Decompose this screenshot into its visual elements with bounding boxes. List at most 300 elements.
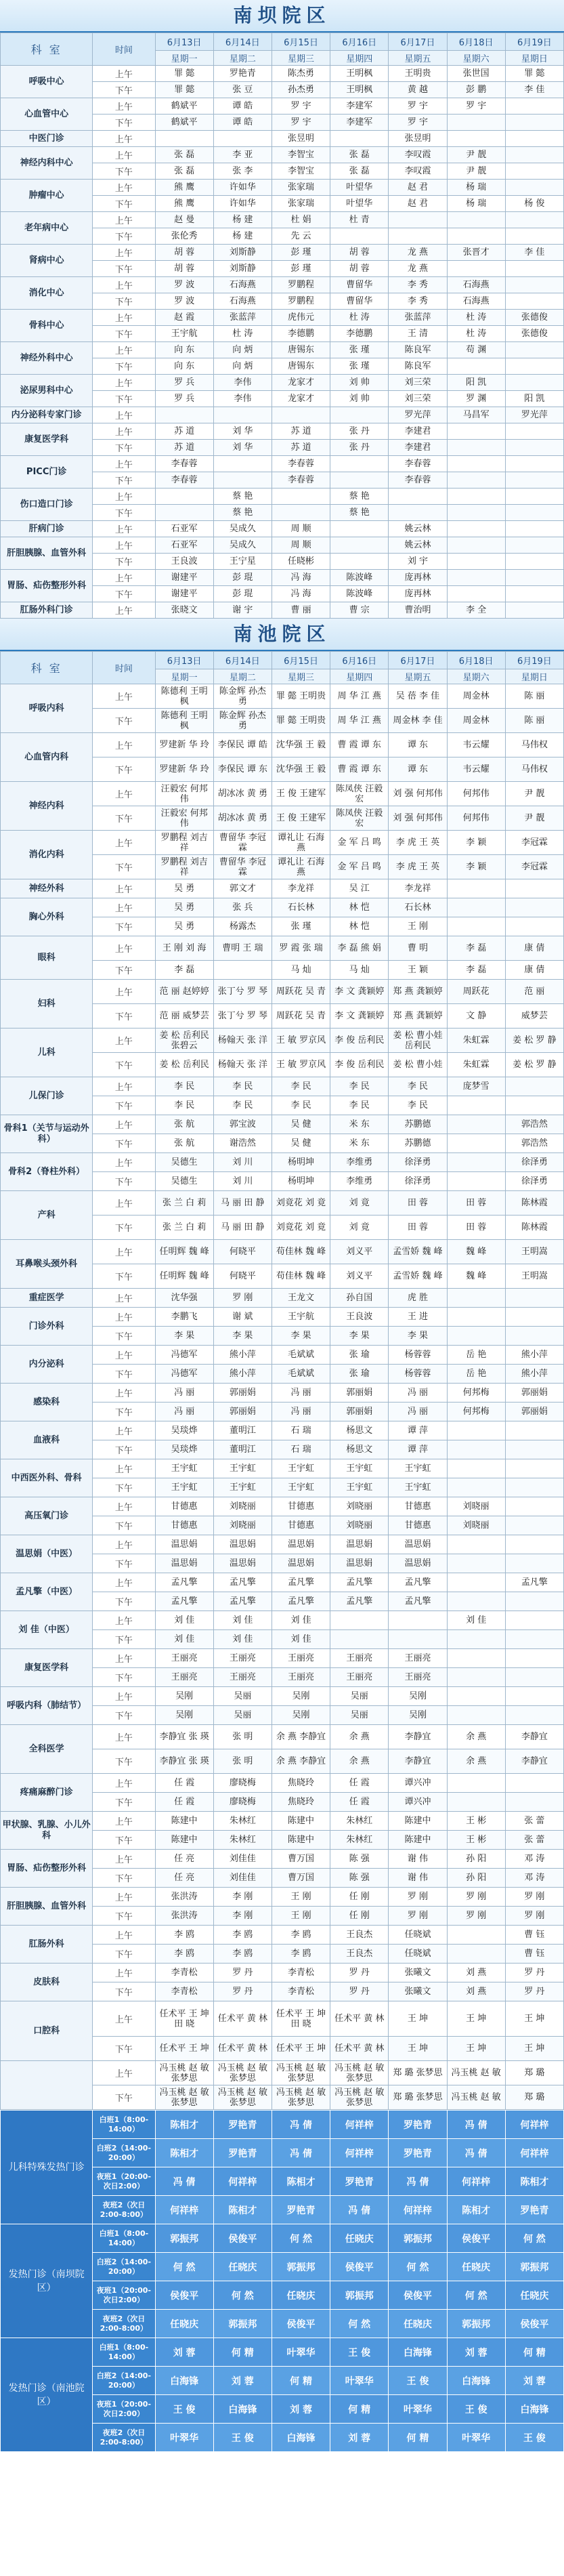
doctor-cell: 陈 强 xyxy=(330,1869,389,1888)
session-time: 上午 xyxy=(93,1191,155,1216)
schedule-row xyxy=(1,245,564,261)
doctor-cell: 罗 霞 张 瑞 xyxy=(272,936,330,961)
department-name: 孟凡擎（中医） xyxy=(1,1573,93,1611)
session-time: 上午 xyxy=(93,521,155,537)
header-date: 6月18日 xyxy=(447,33,505,51)
doctor-cell: 杨思文 xyxy=(330,1421,389,1440)
doctor-cell: 向 东 xyxy=(155,358,213,375)
doctor-cell: 陈林霞 xyxy=(505,1191,563,1216)
schedule-row xyxy=(1,1812,564,1831)
doctor-cell: 杨明坤 xyxy=(272,1153,330,1172)
doctor-cell: 马 丽 田 静 xyxy=(213,1216,272,1240)
doctor-cell: 李 民 xyxy=(272,1077,330,1096)
session-time: 上午 xyxy=(93,375,155,391)
session-time: 上午 xyxy=(93,1687,155,1706)
doctor-cell: 李 磊 xyxy=(447,936,505,961)
doctor-cell: 康 倩 xyxy=(505,961,563,980)
doctor-cell: 向 东 xyxy=(155,342,213,358)
fever-doctor-cell: 何 然 xyxy=(447,2281,505,2310)
doctor-cell: 冯玉桃 赵 敏 张梦思 xyxy=(213,2061,272,2085)
session-time: 上午 xyxy=(93,879,155,898)
doctor-cell: 虎 胜 xyxy=(389,1289,447,1308)
doctor-cell: 苟佳林 魏 峰 xyxy=(272,1240,330,1264)
doctor-cell: 刘晓丽 xyxy=(213,1497,272,1516)
doctor-cell: 张 瑜 xyxy=(330,1346,389,1365)
fever-doctor-cell: 郭振邦 xyxy=(505,2253,563,2281)
doctor-cell: 刘 宇 xyxy=(389,554,447,570)
doctor-cell: 魏 峰 xyxy=(447,1240,505,1264)
doctor-cell: 张 磊 xyxy=(330,163,389,180)
schedule-row xyxy=(1,1153,564,1172)
doctor-cell: 李静宜 xyxy=(505,1749,563,1774)
session-time: 上午 xyxy=(93,1029,155,1053)
doctor-cell xyxy=(447,570,505,586)
doctor-cell: 朱林红 xyxy=(330,1812,389,1831)
doctor-cell: 李 果 xyxy=(213,1327,272,1346)
doctor-cell xyxy=(330,554,389,570)
doctor-cell: 李维勇 xyxy=(330,1153,389,1172)
header-weekday: 星期三 xyxy=(272,51,330,66)
session-time: 上午 xyxy=(93,342,155,358)
doctor-cell: 甘德惠 xyxy=(155,1516,213,1535)
department-name: 儿保门诊 xyxy=(1,1077,93,1115)
session-time: 下午 xyxy=(93,1668,155,1687)
session-time: 下午 xyxy=(93,1365,155,1384)
schedule-row xyxy=(1,1888,564,1907)
doctor-cell: 陈建中 xyxy=(389,1812,447,1831)
doctor-cell xyxy=(155,505,213,521)
doctor-cell: 张洪涛 xyxy=(155,1907,213,1926)
fever-doctor-cell: 何 然 xyxy=(155,2253,213,2281)
doctor-cell: 尹 靓 xyxy=(447,147,505,163)
doctor-cell: 周金林 xyxy=(447,684,505,709)
doctor-cell: 朱林红 xyxy=(213,1812,272,1831)
doctor-cell: 姜 松 罗 静 xyxy=(505,1053,563,1077)
doctor-cell: 苏鹏德 xyxy=(389,1134,447,1153)
schedule-row xyxy=(1,1649,564,1668)
schedule-row xyxy=(1,1725,564,1749)
doctor-cell: 谭兴冲 xyxy=(389,1774,447,1793)
doctor-cell: 曹万国 xyxy=(272,1869,330,1888)
doctor-cell: 李建军 xyxy=(330,115,389,131)
header-date: 6月19日 xyxy=(505,652,563,669)
doctor-cell: 李 民 xyxy=(155,1096,213,1115)
header-date: 6月13日 xyxy=(155,652,213,669)
session-time: 上午 xyxy=(93,2001,155,2037)
doctor-cell xyxy=(330,228,389,245)
header-date: 6月14日 xyxy=(213,33,272,51)
doctor-cell xyxy=(505,1535,563,1554)
department-name: 神经外科 xyxy=(1,879,93,898)
doctor-cell xyxy=(505,879,563,898)
doctor-cell xyxy=(447,879,505,898)
fever-doctor-cell: 罗艳青 xyxy=(330,2167,389,2196)
doctor-cell: 孟凡擎 xyxy=(272,1573,330,1592)
session-time: 上午 xyxy=(93,147,155,163)
doctor-cell: 张 瑾 xyxy=(272,917,330,936)
doctor-cell: 彭 琨 xyxy=(213,570,272,586)
doctor-cell: 周金林 xyxy=(447,709,505,733)
doctor-cell xyxy=(389,1630,447,1649)
doctor-cell: 郭丽娟 xyxy=(505,1384,563,1403)
doctor-cell: 李保民 谭 皓 xyxy=(213,733,272,757)
doctor-cell xyxy=(447,1687,505,1706)
fever-doctor-cell: 刘 蓉 xyxy=(330,2424,389,2452)
department-name: 妇科 xyxy=(1,980,93,1029)
session-time: 上午 xyxy=(93,489,155,505)
doctor-cell: 王 刚 xyxy=(272,1888,330,1907)
doctor-cell: 李建君 xyxy=(389,440,447,456)
doctor-cell: 何邦梅 xyxy=(447,1403,505,1421)
fever-doctor-cell: 何祥梓 xyxy=(330,2111,389,2139)
doctor-cell: 谢 斌 xyxy=(213,1308,272,1327)
doctor-cell: 余 燕 xyxy=(447,1749,505,1774)
session-time: 上午 xyxy=(93,936,155,961)
doctor-cell: 何晓平 xyxy=(213,1264,272,1289)
fever-doctor-cell: 任晓庆 xyxy=(447,2253,505,2281)
doctor-cell xyxy=(447,1926,505,1945)
schedule-row xyxy=(1,407,564,423)
fever-doctor-cell: 郭振邦 xyxy=(155,2224,213,2253)
doctor-cell: 冯 海 xyxy=(272,570,330,586)
doctor-cell: 石海燕 xyxy=(213,293,272,310)
doctor-cell xyxy=(505,570,563,586)
doctor-cell: 曹 钰 xyxy=(505,1926,563,1945)
session-time: 下午 xyxy=(93,1172,155,1191)
session-time: 上午 xyxy=(93,1888,155,1907)
doctor-cell: 刘义平 xyxy=(330,1240,389,1264)
doctor-cell: 李 刚 xyxy=(213,1907,272,1926)
department-name: 肝病门诊 xyxy=(1,521,93,537)
doctor-cell xyxy=(447,1308,505,1327)
schedule-row xyxy=(1,310,564,326)
doctor-cell: 李 鸥 xyxy=(155,1926,213,1945)
doctor-cell: 汪毅宏 何邦伟 xyxy=(155,782,213,806)
doctor-cell: 曹 丽 xyxy=(272,602,330,619)
doctor-cell: 王 俊 王建军 xyxy=(272,806,330,831)
doctor-cell: 李 文 龚颖婷 xyxy=(330,980,389,1004)
department-name: 中医门诊 xyxy=(1,131,93,147)
doctor-cell: 吴琰烨 xyxy=(155,1421,213,1440)
department-name: 产科 xyxy=(1,1191,93,1240)
doctor-cell: 谢建平 xyxy=(155,586,213,602)
doctor-cell xyxy=(447,1774,505,1793)
session-time: 下午 xyxy=(93,1907,155,1926)
fever-doctor-cell: 任晓庆 xyxy=(330,2224,389,2253)
doctor-cell: 李静宜 张 瑛 xyxy=(155,1749,213,1774)
doctor-cell: 李叹霞 xyxy=(389,147,447,163)
doctor-cell: 曹治明 xyxy=(389,602,447,619)
doctor-cell: 罗 宇 xyxy=(272,115,330,131)
fever-shift: 白班2（14:00-20:00） xyxy=(93,2367,155,2395)
doctor-cell: 罗 兵 xyxy=(155,375,213,391)
doctor-cell: 王宇虹 xyxy=(272,1478,330,1497)
department-name: 肾病中心 xyxy=(1,245,93,277)
session-time: 上午 xyxy=(93,1497,155,1516)
doctor-cell: 任 亮 xyxy=(155,1869,213,1888)
doctor-cell: 谭 萍 xyxy=(389,1440,447,1459)
session-time: 上午 xyxy=(93,602,155,619)
header-date: 6月17日 xyxy=(389,652,447,669)
doctor-cell: 魏 峰 xyxy=(447,1264,505,1289)
fever-doctor-cell: 侯俊平 xyxy=(330,2253,389,2281)
doctor-cell: 马 灿 xyxy=(272,961,330,980)
doctor-cell: 李 秀 xyxy=(389,277,447,293)
fever-shift: 夜班2（次日2:00-8:00） xyxy=(93,2196,155,2224)
doctor-cell: 余 燕 李静宜 xyxy=(272,1749,330,1774)
doctor-cell: 郭文才 xyxy=(213,879,272,898)
header-date: 6月15日 xyxy=(272,652,330,669)
doctor-cell: 李智宝 xyxy=(272,163,330,180)
session-time: 上午 xyxy=(93,1611,155,1630)
doctor-cell: 叶望华 xyxy=(330,196,389,212)
fever-doctor-cell: 何 精 xyxy=(272,2367,330,2395)
doctor-cell: 王丽亮 xyxy=(213,1668,272,1687)
doctor-cell xyxy=(447,1289,505,1308)
doctor-cell: 杜 涛 xyxy=(447,310,505,326)
doctor-cell xyxy=(505,1308,563,1327)
doctor-cell: 孟凡擎 xyxy=(155,1573,213,1592)
doctor-cell: 徐泽勇 xyxy=(505,1172,563,1191)
doctor-cell xyxy=(447,586,505,602)
doctor-cell: 王宇航 xyxy=(272,1308,330,1327)
doctor-cell xyxy=(505,1516,563,1535)
session-time: 下午 xyxy=(93,1216,155,1240)
doctor-cell xyxy=(447,1945,505,1964)
doctor-cell: 李 民 xyxy=(389,1096,447,1115)
nanba-schedule-body xyxy=(1,66,564,619)
session-time: 下午 xyxy=(93,115,155,131)
session-time: 上午 xyxy=(93,1153,155,1172)
doctor-cell: 冯 海 xyxy=(272,586,330,602)
fever-doctor-cell: 何 精 xyxy=(330,2395,389,2424)
doctor-cell: 冯玉桃 赵 敏 张梦思 xyxy=(330,2085,389,2110)
session-time: 上午 xyxy=(93,131,155,147)
doctor-cell: 张 兰 白 莉 xyxy=(155,1191,213,1216)
doctor-cell: 马伟权 xyxy=(505,733,563,757)
doctor-cell: 罗光萍 xyxy=(505,407,563,423)
fever-doctor-cell: 白海锋 xyxy=(272,2424,330,2452)
schedule-row xyxy=(1,1289,564,1308)
doctor-cell: 杜 涛 xyxy=(213,326,272,342)
header-weekday: 星期日 xyxy=(505,51,563,66)
doctor-cell: 王宇虹 xyxy=(389,1459,447,1478)
fever-row xyxy=(1,2111,564,2139)
doctor-cell: 谭 皓 xyxy=(213,98,272,115)
doctor-cell: 岳 艳 xyxy=(447,1365,505,1384)
schedule-row xyxy=(1,898,564,917)
doctor-cell: 陈 丽 xyxy=(505,709,563,733)
schedule-row xyxy=(1,570,564,586)
doctor-cell: 刘 竟 xyxy=(330,1191,389,1216)
doctor-cell: 米 东 xyxy=(330,1134,389,1153)
doctor-cell: 刘佳佳 xyxy=(213,1869,272,1888)
session-time: 下午 xyxy=(93,1264,155,1289)
schedule-row xyxy=(1,782,564,806)
doctor-cell: 张德俊 xyxy=(505,310,563,326)
doctor-cell: 李 佳 xyxy=(505,82,563,98)
doctor-cell: 王丽亮 xyxy=(155,1649,213,1668)
doctor-cell: 杜 青 xyxy=(330,212,389,228)
fever-doctor-cell: 任晓庆 xyxy=(155,2310,213,2338)
doctor-cell: 王宇虹 xyxy=(272,1459,330,1478)
doctor-cell: 吴 勇 xyxy=(155,879,213,898)
doctor-cell xyxy=(505,1440,563,1459)
doctor-cell: 刘竟花 刘 竟 xyxy=(272,1216,330,1240)
doctor-cell: 杨 瑞 xyxy=(447,180,505,196)
header-date: 6月14日 xyxy=(213,652,272,669)
department-name: 心血管内科 xyxy=(1,733,93,782)
doctor-cell: 李伟 xyxy=(213,391,272,407)
doctor-cell: 孟凡擎 xyxy=(213,1592,272,1611)
department-name: 内分泌科专家门诊 xyxy=(1,407,93,423)
fever-doctor-cell: 王 俊 xyxy=(389,2367,447,2395)
doctor-cell: 赵 曼 xyxy=(155,212,213,228)
doctor-cell: 郭丽娟 xyxy=(330,1403,389,1421)
doctor-cell: 曹明 王 瑞 xyxy=(213,936,272,961)
fever-doctor-cell: 王 俊 xyxy=(213,2424,272,2452)
doctor-cell xyxy=(447,521,505,537)
doctor-cell: 温思娟 xyxy=(330,1554,389,1573)
doctor-cell: 王明嵩 xyxy=(505,1240,563,1264)
doctor-cell: 李 鸥 xyxy=(272,1945,330,1964)
schedule-row xyxy=(1,879,564,898)
doctor-cell: 王 彬 xyxy=(447,1812,505,1831)
doctor-cell: 王 坤 xyxy=(505,2037,563,2061)
doctor-cell xyxy=(447,228,505,245)
doctor-cell: 王明枫 xyxy=(330,66,389,82)
department-name: 儿科 xyxy=(1,1029,93,1077)
doctor-cell xyxy=(505,917,563,936)
doctor-cell xyxy=(447,1115,505,1134)
doctor-cell: 李叹霞 xyxy=(389,163,447,180)
doctor-cell xyxy=(505,472,563,489)
doctor-cell xyxy=(272,505,330,521)
fever-doctor-cell: 何 然 xyxy=(389,2253,447,2281)
doctor-cell: 任术平 王 坤 田 晓 xyxy=(272,2001,330,2037)
fever-doctor-cell: 王 俊 xyxy=(505,2424,563,2452)
doctor-cell xyxy=(447,537,505,554)
doctor-cell: 吴 江 xyxy=(330,879,389,898)
session-time: 上午 xyxy=(93,180,155,196)
doctor-cell: 刘 佳 xyxy=(272,1611,330,1630)
doctor-cell: 吴琰烨 xyxy=(155,1440,213,1459)
doctor-cell: 李 果 xyxy=(155,1327,213,1346)
session-time: 上午 xyxy=(93,733,155,757)
doctor-cell: 周 华 江 燕 xyxy=(330,684,389,709)
doctor-cell: 罗 宇 xyxy=(389,98,447,115)
doctor-cell: 张德俊 xyxy=(505,326,563,342)
doctor-cell xyxy=(447,1134,505,1153)
session-time: 下午 xyxy=(93,358,155,375)
doctor-cell: 陈建中 xyxy=(155,1812,213,1831)
doctor-cell: 先 云 xyxy=(272,228,330,245)
doctor-cell: 周跃花 吴 青 xyxy=(272,1004,330,1029)
doctor-cell xyxy=(505,115,563,131)
doctor-cell: 黄 越 xyxy=(389,82,447,98)
header-time: 时间 xyxy=(93,652,155,684)
doctor-cell: 王龙文 xyxy=(272,1289,330,1308)
doctor-cell xyxy=(447,1478,505,1497)
doctor-cell xyxy=(447,261,505,277)
fever-doctor-cell: 郭振邦 xyxy=(389,2224,447,2253)
doctor-cell: 刘晓丽 xyxy=(447,1497,505,1516)
session-time: 下午 xyxy=(93,2037,155,2061)
schedule-row xyxy=(1,212,564,228)
schedule-row xyxy=(1,1611,564,1630)
doctor-cell: 孙自国 xyxy=(330,1289,389,1308)
doctor-cell xyxy=(447,898,505,917)
schedule-row xyxy=(1,456,564,472)
doctor-cell: 李春蓉 xyxy=(155,472,213,489)
session-time: 下午 xyxy=(93,261,155,277)
doctor-cell: 温思娟 xyxy=(272,1535,330,1554)
session-time: 下午 xyxy=(93,326,155,342)
doctor-cell: 曹 明 xyxy=(389,936,447,961)
session-time: 下午 xyxy=(93,1592,155,1611)
doctor-cell: 张 明 xyxy=(213,1749,272,1774)
doctor-cell xyxy=(330,472,389,489)
doctor-cell xyxy=(447,917,505,936)
schedule-row xyxy=(1,1240,564,1264)
doctor-cell: 罗 刚 xyxy=(505,1888,563,1907)
session-time: 上午 xyxy=(93,1346,155,1365)
doctor-cell: 冯德军 xyxy=(155,1365,213,1384)
doctor-cell: 李静宜 张 瑛 xyxy=(155,1725,213,1749)
doctor-cell: 陈金辉 孙杰勇 xyxy=(213,684,272,709)
doctor-cell: 陈德利 王明枫 xyxy=(155,684,213,709)
doctor-cell: 王 坤 xyxy=(447,2037,505,2061)
doctor-cell: 刘斯静 xyxy=(213,261,272,277)
schedule-row xyxy=(1,733,564,757)
fever-doctor-cell: 叶翠华 xyxy=(330,2367,389,2395)
doctor-cell xyxy=(505,1478,563,1497)
doctor-cell: 郑 璐 xyxy=(505,2061,563,2085)
doctor-cell: 毛斌斌 xyxy=(272,1365,330,1384)
doctor-cell xyxy=(447,1793,505,1812)
doctor-cell: 李 鸥 xyxy=(213,1926,272,1945)
doctor-cell xyxy=(505,1554,563,1573)
fever-shift: 白班1（8:00-14:00） xyxy=(93,2338,155,2367)
doctor-cell: 何邦伟 xyxy=(447,782,505,806)
doctor-cell: 孙 阳 xyxy=(447,1850,505,1869)
doctor-cell: 蔡 艳 xyxy=(330,505,389,521)
doctor-cell: 阳 凯 xyxy=(505,391,563,407)
doctor-cell: 孙杰勇 xyxy=(272,82,330,98)
doctor-cell: 王丽亮 xyxy=(389,1668,447,1687)
session-time: 下午 xyxy=(93,1749,155,1774)
doctor-cell: 邓 涛 xyxy=(505,1850,563,1869)
doctor-cell: 罗 刚 xyxy=(505,1907,563,1926)
fever-shift: 白班2（14:00-20:00） xyxy=(93,2253,155,2281)
doctor-cell: 王 清 xyxy=(389,326,447,342)
doctor-cell: 刘 帅 xyxy=(330,375,389,391)
fever-row xyxy=(1,2224,564,2253)
doctor-cell: 张家瑞 xyxy=(272,196,330,212)
doctor-cell: 刘 佳 xyxy=(155,1630,213,1649)
doctor-cell: 王宇虹 xyxy=(389,1478,447,1497)
doctor-cell: 石亚军 xyxy=(155,521,213,537)
department-name: 泌尿男科中心 xyxy=(1,375,93,407)
department-name: 肛肠外科 xyxy=(1,1926,93,1964)
doctor-cell: 张家瑞 xyxy=(272,180,330,196)
doctor-cell: 陈建中 xyxy=(155,1831,213,1850)
header-weekday: 星期二 xyxy=(213,669,272,684)
doctor-cell: 姜 松 岳利民 张碧云 xyxy=(155,1029,213,1053)
doctor-cell: 张洪涛 xyxy=(155,1888,213,1907)
department-name: 胃肠、疝伤整形外科 xyxy=(1,570,93,602)
doctor-cell: 李德鹏 xyxy=(272,326,330,342)
